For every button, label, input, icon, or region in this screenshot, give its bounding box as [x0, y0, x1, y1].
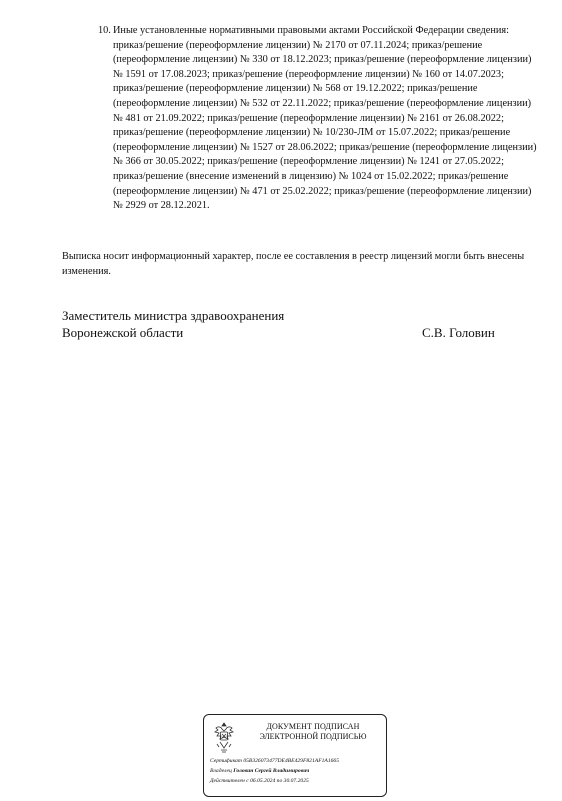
cert-label: Сертификат — [210, 758, 242, 764]
item-text: Иные установленные нормативными правовыми актами Российской Федерации сведения: приказ/решение (переоформление лицензии) № 2170 от 07.11.2024; приказ/решение (переоформление лицензии) № 330 от 18.12.2023; приказ/решение (переоформление лицензии) № 1591 от 17.08.2023; приказ/решение (переоформление лицензии) № 160 от 14.07.2023; приказ/решение (переоформление лицензии) № 568 от 19.12.2022; приказ/решение (переоформление лицензии) № 532 от 22.11.2022; приказ/решение (переоформление лицензии) № 481 от 21.09.2022; приказ/решение (переоформление лицензии) № 2161 от 26.08.2022; приказ/решение (переоформление лицензии) № 10/230-ЛМ от 15.07.2022; приказ/решение (переоформление лицензии) № 1527 от 28.06.2022; приказ/решение (переоформление лицензии) № 366 от 30.05.2022; приказ/решение (переоформление лицензии) № 1241 от 27.05.2022; приказ/решение (внесение изменений в лицензию) № 1024 от 15.02.2022; приказ/решение (переоформление лицензии) № 471 от 25.02.2022; приказ/решение (переоформление лицензии) № 2929 от 28.12.2021. — [113, 25, 537, 212]
stamp-owner — [210, 768, 386, 775]
stamp-title-line1: ДОКУМЕНТ ПОДПИСАН — [266, 722, 360, 731]
cert-value: 05B326073477DE4BE429F821AF1A1665 — [243, 758, 340, 764]
signer-name: С.В. Головин — [422, 324, 495, 340]
signer-position-line1: Заместитель министра здравоохранения — [62, 308, 285, 323]
item-number: 10. — [98, 25, 111, 36]
signer-position-line2: Воронежской области — [62, 324, 184, 340]
electronic-signature-stamp — [203, 714, 387, 797]
item-10-paragraph — [98, 24, 538, 214]
stamp-title-line2: ЭЛЕКТРОННОЙ ПОДПИСЬЮ — [259, 732, 367, 741]
owner-value: Головин Сергей Владимирович — [233, 768, 310, 774]
stamp-validity: Действителен с 06.05.2024 по 30.07.2025 — [210, 778, 309, 784]
disclaimer-note: Выписка носит информационный характер, после ее составления в реестр лицензий могли быть внесены изменения. — [62, 251, 525, 277]
owner-label: Владелец — [210, 768, 232, 774]
coat-of-arms-icon — [210, 720, 238, 756]
stamp-certificate — [210, 758, 386, 765]
signer-position — [62, 308, 284, 341]
